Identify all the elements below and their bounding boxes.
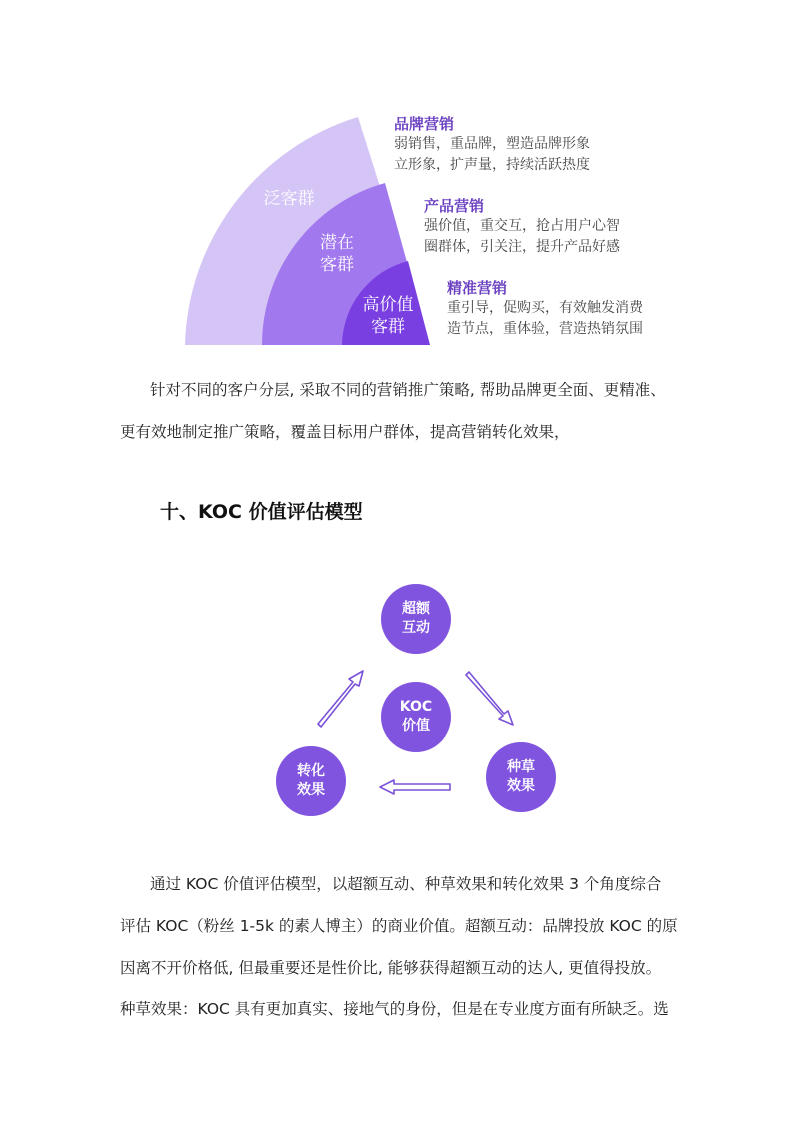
strategy-precision-title: 精准营销: [447, 279, 508, 297]
strategy-brand-desc: 弱销售，重品牌，塑造品牌形象 立形象，扩声量，持续活跃热度: [394, 136, 590, 173]
paragraph-2-line-2: 评估 KOC（粉丝 1-5k 的素人博主）的商业价值。超额互动：品牌投放 KOC 的原: [120, 917, 678, 935]
koc-node-center-value: KOC 价值: [381, 682, 451, 752]
koc-node-conversion-effect: 转化 效果: [276, 746, 346, 816]
strategy-brand-title: 品牌营销: [394, 115, 455, 133]
funnel-inner-label: 高价值 客群: [362, 295, 414, 337]
koc-node-excess-interaction: 超额 互动: [381, 584, 451, 654]
funnel-middle-label: 潜在 客群: [320, 233, 354, 275]
strategy-product-title: 产品营销: [424, 197, 485, 215]
paragraph-1-line-2: 更有效地制定推广策略，覆盖目标用户群体，提高营销转化效果，: [120, 423, 570, 441]
paragraph-2-line-4: 种草效果：KOC 具有更加真实、接地气的身份，但是在专业度方面有所缺乏。选: [120, 1000, 669, 1018]
paragraph-2-line-1: 通过 KOC 价值评估模型，以超额互动、种草效果和转化效果 3 个角度综合: [150, 875, 662, 893]
paragraph-2-line-3: 因离不开价格低, 但最重要还是性价比, 能够获得超额互动的达人, 更值得投放。: [120, 959, 662, 977]
paragraph-1-line-1: 针对不同的客户分层, 采取不同的营销推广策略, 帮助品牌更全面、更精准、: [150, 381, 666, 399]
section-heading: 十、KOC 价值评估模型: [160, 501, 363, 523]
koc-node-seeding-effect: 种草 效果: [486, 742, 556, 812]
strategy-product-desc: 强价值，重交互，抢占用户心智 圈群体，引关注，提升产品好感: [424, 218, 620, 255]
funnel-outer-label: 泛客群: [263, 189, 315, 209]
arrow-seeding-to-conversion: [380, 780, 450, 794]
arrow-conversion-to-interaction: [318, 671, 363, 727]
arrow-interaction-to-seeding: [466, 672, 513, 725]
strategy-precision-desc: 重引导，促购买，有效触发消费 造节点，重体验，营造热销氛围: [447, 300, 643, 337]
